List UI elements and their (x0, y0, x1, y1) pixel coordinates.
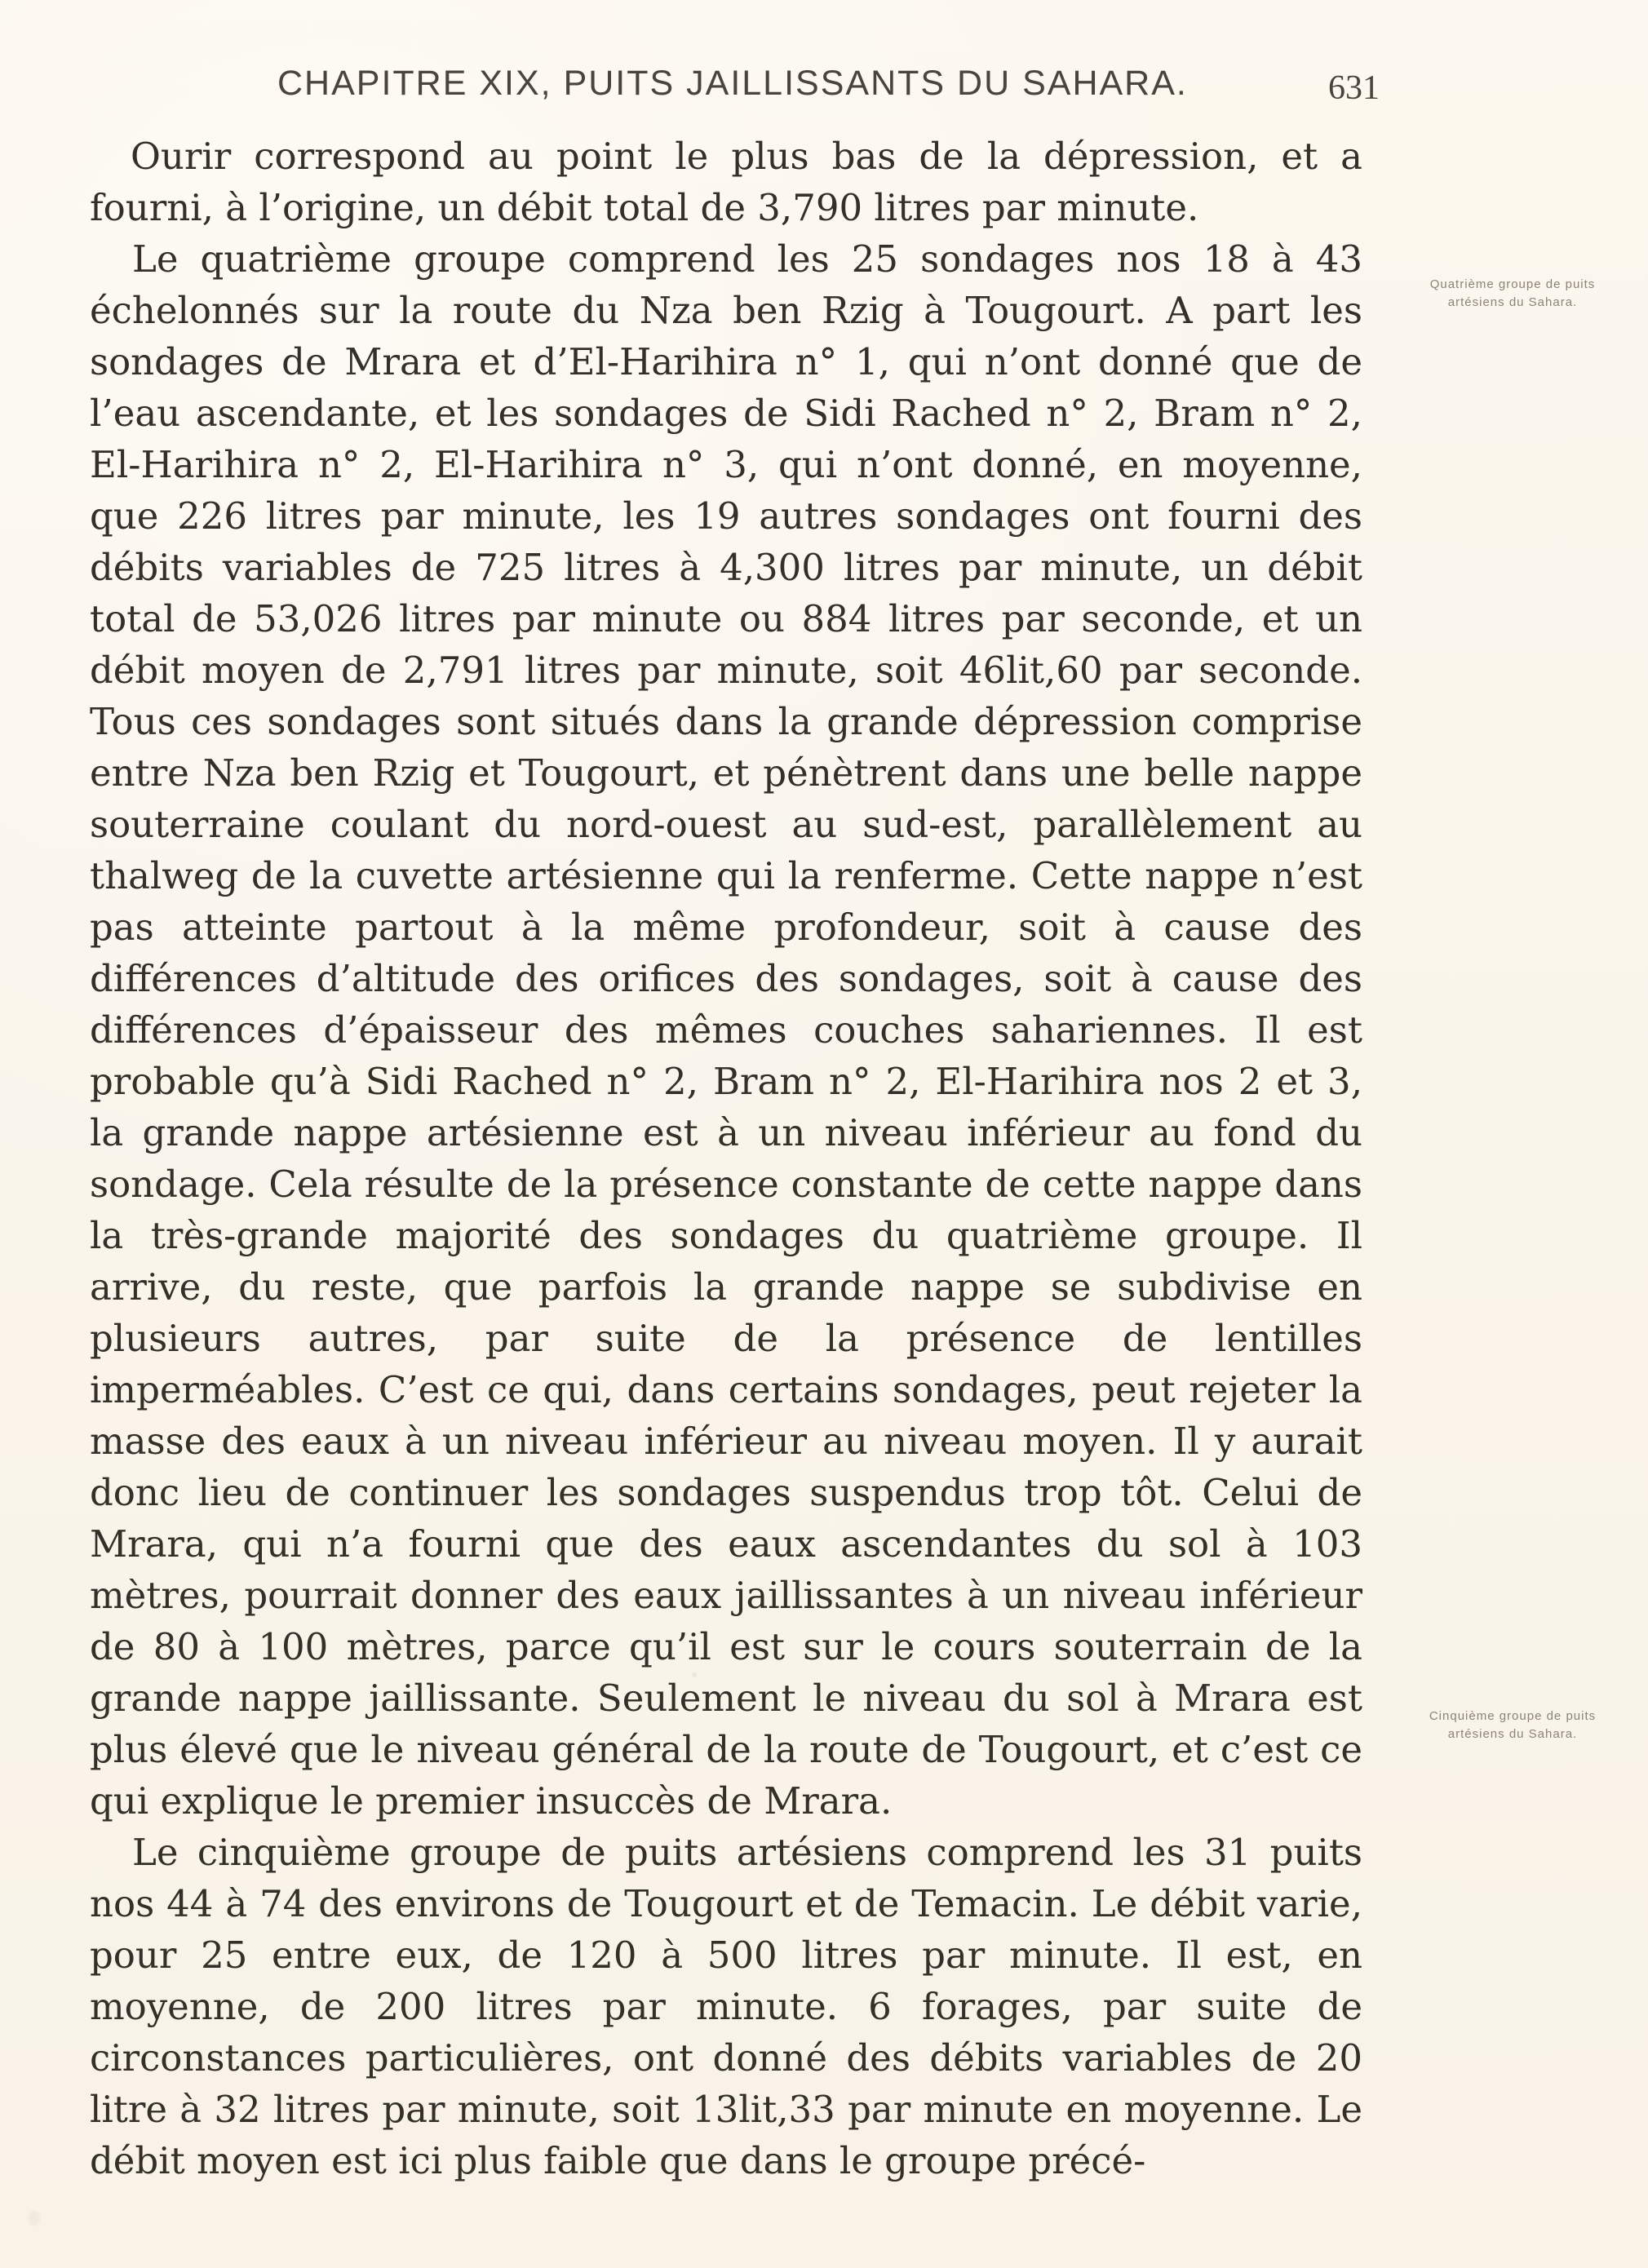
paper-speck (692, 1672, 697, 1677)
paragraph-2: Le quatrième groupe comprend les 25 sondages nos 18 à 43 échelonnés sur la route du Nza ben Rzig à Tougourt. A part les sondages de Mrara et d’El-Harihira n° 1, qui n’ont donné que de l’eau ascendante, et les sondages de Sidi Rached n° 2, Bram n° 2, El-Harihira n° 2, El-Harihira n° 3, qui n’ont donné, en moyenne, que 226 litres par minute, les 19 autres sondages ont fourni des débits variables de 725 litres à 4,300 litres par minute, un débit total de 53,026 litres par minute ou 884 litres par seconde, et un débit moyen de 2,791 litres par minute, soit 46lit,60 par seconde. Tous ces sondages sont situés dans la grande dépression comprise entre Nza ben Rzig et Tougourt, et pénètrent dans une belle nappe souterraine coulant du nord-ouest au sud-est, parallèlement au thalweg de la cuvette artésienne qui la renferme. Cette nappe n’est pas atteinte partout à la même profondeur, soit à cause des différences d’altitude des orifices des sondages, soit à cause des différences d’épaisseur des mêmes couches sahariennes. Il est probable qu’à Sidi Rached n° 2, Bram n° 2, El-Harihira nos 2 et 3, la grande nappe artésienne est à un niveau inférieur au fond du sondage. Cela résulte de la présence constante de cette nappe dans la très-grande majorité des sondages du quatrième groupe. Il arrive, du reste, que parfois la grande nappe se subdivise en plusieurs autres, par suite de la présence de lentilles imperméables. C’est ce qui, dans certains sondages, peut rejeter la masse des eaux à un niveau inférieur au niveau moyen. Il y aurait donc lieu de continuer les sondages suspendus trop tôt. Celui de Mrara, qui n’a fourni que des eaux ascendantes du sol à 103 mètres, pourrait donner des eaux jaillissantes à un niveau inférieur de 80 à 100 mètres, parce qu’il est sur le cours souterrain de la grande nappe jaillissante. Seulement le niveau du sol à Mrara est plus élevé que le niveau général de la route de Tougourt, et c’est ce qui explique le premier insuccès de Mrara. (90, 237, 1362, 1823)
margin-note-quatrieme-groupe: Quatrième groupe de puits artésiens du Sahara. (1429, 277, 1596, 309)
paragraph-3: Le cinquième groupe de puits artésiens comprend les 31 puits nos 44 à 74 des environs de Tougourt et de Temacin. Le débit varie, pour 25 entre eux, de 120 à 500 litres par minute. Il est, en moyenne, de 200 litres par minute. 6 forages, par suite de circonstances particulières, ont donné des débits variables de 20 litre à 32 litres par minute, soit 13lit,33 par minute en moyenne. Le débit moyen est ici plus faible que dans le groupe précé- (90, 1831, 1362, 2182)
margin-note-cinquieme-groupe: Cinquième groupe de puits artésiens du Sahara. (1429, 1709, 1597, 1741)
paper-stain (29, 2211, 40, 2226)
paragraph-1: Ourir correspond au point le plus bas de la dépression, et a fourni, à l’origine, un débit total de 3,790 litres par minute. (90, 135, 1362, 229)
main-text-block (90, 131, 1362, 2186)
page-number: 631 (1328, 69, 1380, 107)
chapter-header: CHAPITRE XIX, PUITS JAILLISSANTS DU SAHARA. (277, 64, 1188, 103)
